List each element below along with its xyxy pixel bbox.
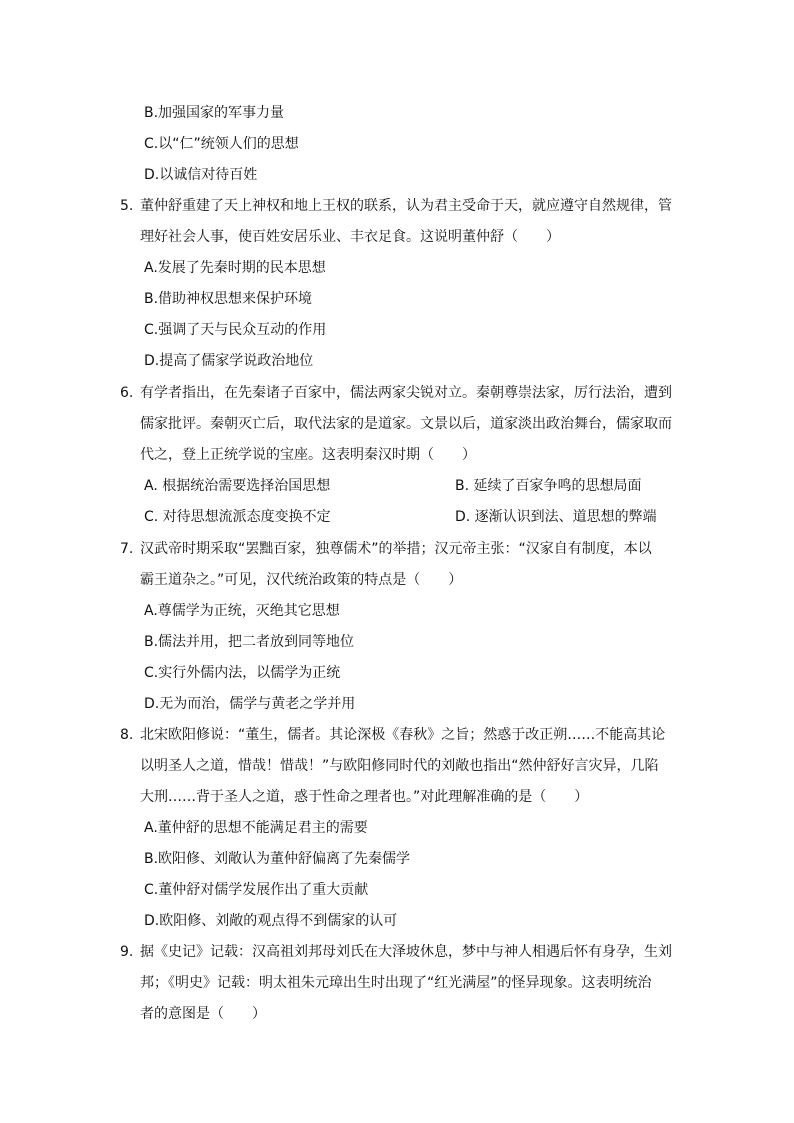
- q5-option-b: B.借助神权思想来保护环境: [144, 291, 313, 307]
- question-text-line: 邦；《明史》记载：明太祖朱元璋出生时出现了“红光满屋”的怪异现象。这表明统治: [140, 975, 652, 991]
- q6-option-b: B. 延续了百家争鸣的思想局面: [455, 478, 642, 494]
- q7-option-b: B.儒法并用，把二者放到同等地位: [144, 634, 355, 650]
- question-text-line: 者的意图是（ ）: [140, 1006, 266, 1022]
- q4-option-b: B.加强国家的军事力量: [144, 105, 285, 121]
- q8-option-b: B.欧阳修、刘敞认为董仲舒偏离了先秦儒学: [144, 851, 411, 867]
- question-text-line: 霸王道杂之。”可见，汉代统治政策的特点是（ ）: [140, 572, 463, 588]
- q7-option-c: C.实行外儒内法，以儒学为正统: [144, 665, 341, 681]
- q6-option-a: A. 根据统治需要选择治国思想: [144, 478, 331, 494]
- question-number: 5.: [120, 198, 134, 214]
- question-text-line: 理好社会人事，使百姓安居乐业、丰衣足食。这说明董仲舒（ ）: [140, 229, 560, 245]
- question-text-line: 据《史记》记载：汉高祖刘邦母刘氏在大泽坡休息，梦中与神人相遇后怀有身孕，生刘: [140, 944, 672, 960]
- q5-option-a: A.发展了先秦时期的民本思想: [144, 260, 326, 276]
- q5-option-d: D.提高了儒家学说政治地位: [144, 353, 314, 369]
- question-text-line: 以明圣人之道，惜哉！惜哉！”与欧阳修同时代的刘敞也指出“然仲舒好言灾异，几陷: [140, 758, 659, 774]
- q6-option-c: C. 对待思想流派态度变换不定: [144, 509, 331, 525]
- question-number: 8.: [120, 727, 134, 743]
- question-text-line: 汉武帝时期采取“罢黜百家，独尊儒术”的举措；汉元帝主张：“汉家自有制度，本以: [140, 541, 652, 557]
- q6-option-d: D. 逐渐认识到法、道思想的弊端: [455, 509, 657, 525]
- question-text-line: 董仲舒重建了天上神权和地上王权的联系，认为君主受命于天，就应遵守自然规律，管: [140, 198, 672, 214]
- q7-option-d: D.无为而治，儒学与黄老之学并用: [144, 696, 356, 712]
- q8-option-a: A.董仲舒的思想不能满足君主的需要: [144, 820, 368, 836]
- q8-option-d: D.欧阳修、刘敞的观点得不到儒家的认可: [144, 913, 398, 929]
- q8-option-c: C.董仲舒对儒学发展作出了重大贡献: [144, 882, 369, 898]
- question-number: 6.: [120, 385, 134, 401]
- question-text-line: 代之，登上正统学说的宝座。这表明秦汉时期（ ）: [140, 447, 476, 463]
- question-number: 9.: [120, 944, 134, 960]
- q7-option-a: A.尊儒学为正统，灭绝其它思想: [144, 603, 340, 619]
- q5-option-c: C.强调了天与民众互动的作用: [144, 322, 327, 338]
- question-text-line: 大刑……背于圣人之道，惑于性命之理者也。”对此理解准确的是（ ）: [140, 789, 589, 805]
- question-number: 7.: [120, 541, 134, 557]
- q4-option-d: D.以诚信对待百姓: [144, 167, 258, 183]
- q4-option-c: C.以“仁”统领人们的思想: [144, 136, 299, 152]
- question-text-line: 儒家批评。秦朝灭亡后，取代法家的是道家。文景以后，道家淡出政治舞台，儒家取而: [140, 416, 672, 432]
- question-text-line: 北宋欧阳修说：“董生，儒者。其论深极《春秋》之旨；然惑于改正朔……不能高其论: [140, 727, 666, 743]
- question-text-line: 有学者指出，在先秦诸子百家中，儒法两家尖锐对立。秦朝尊崇法家，厉行法治，遭到: [140, 385, 672, 401]
